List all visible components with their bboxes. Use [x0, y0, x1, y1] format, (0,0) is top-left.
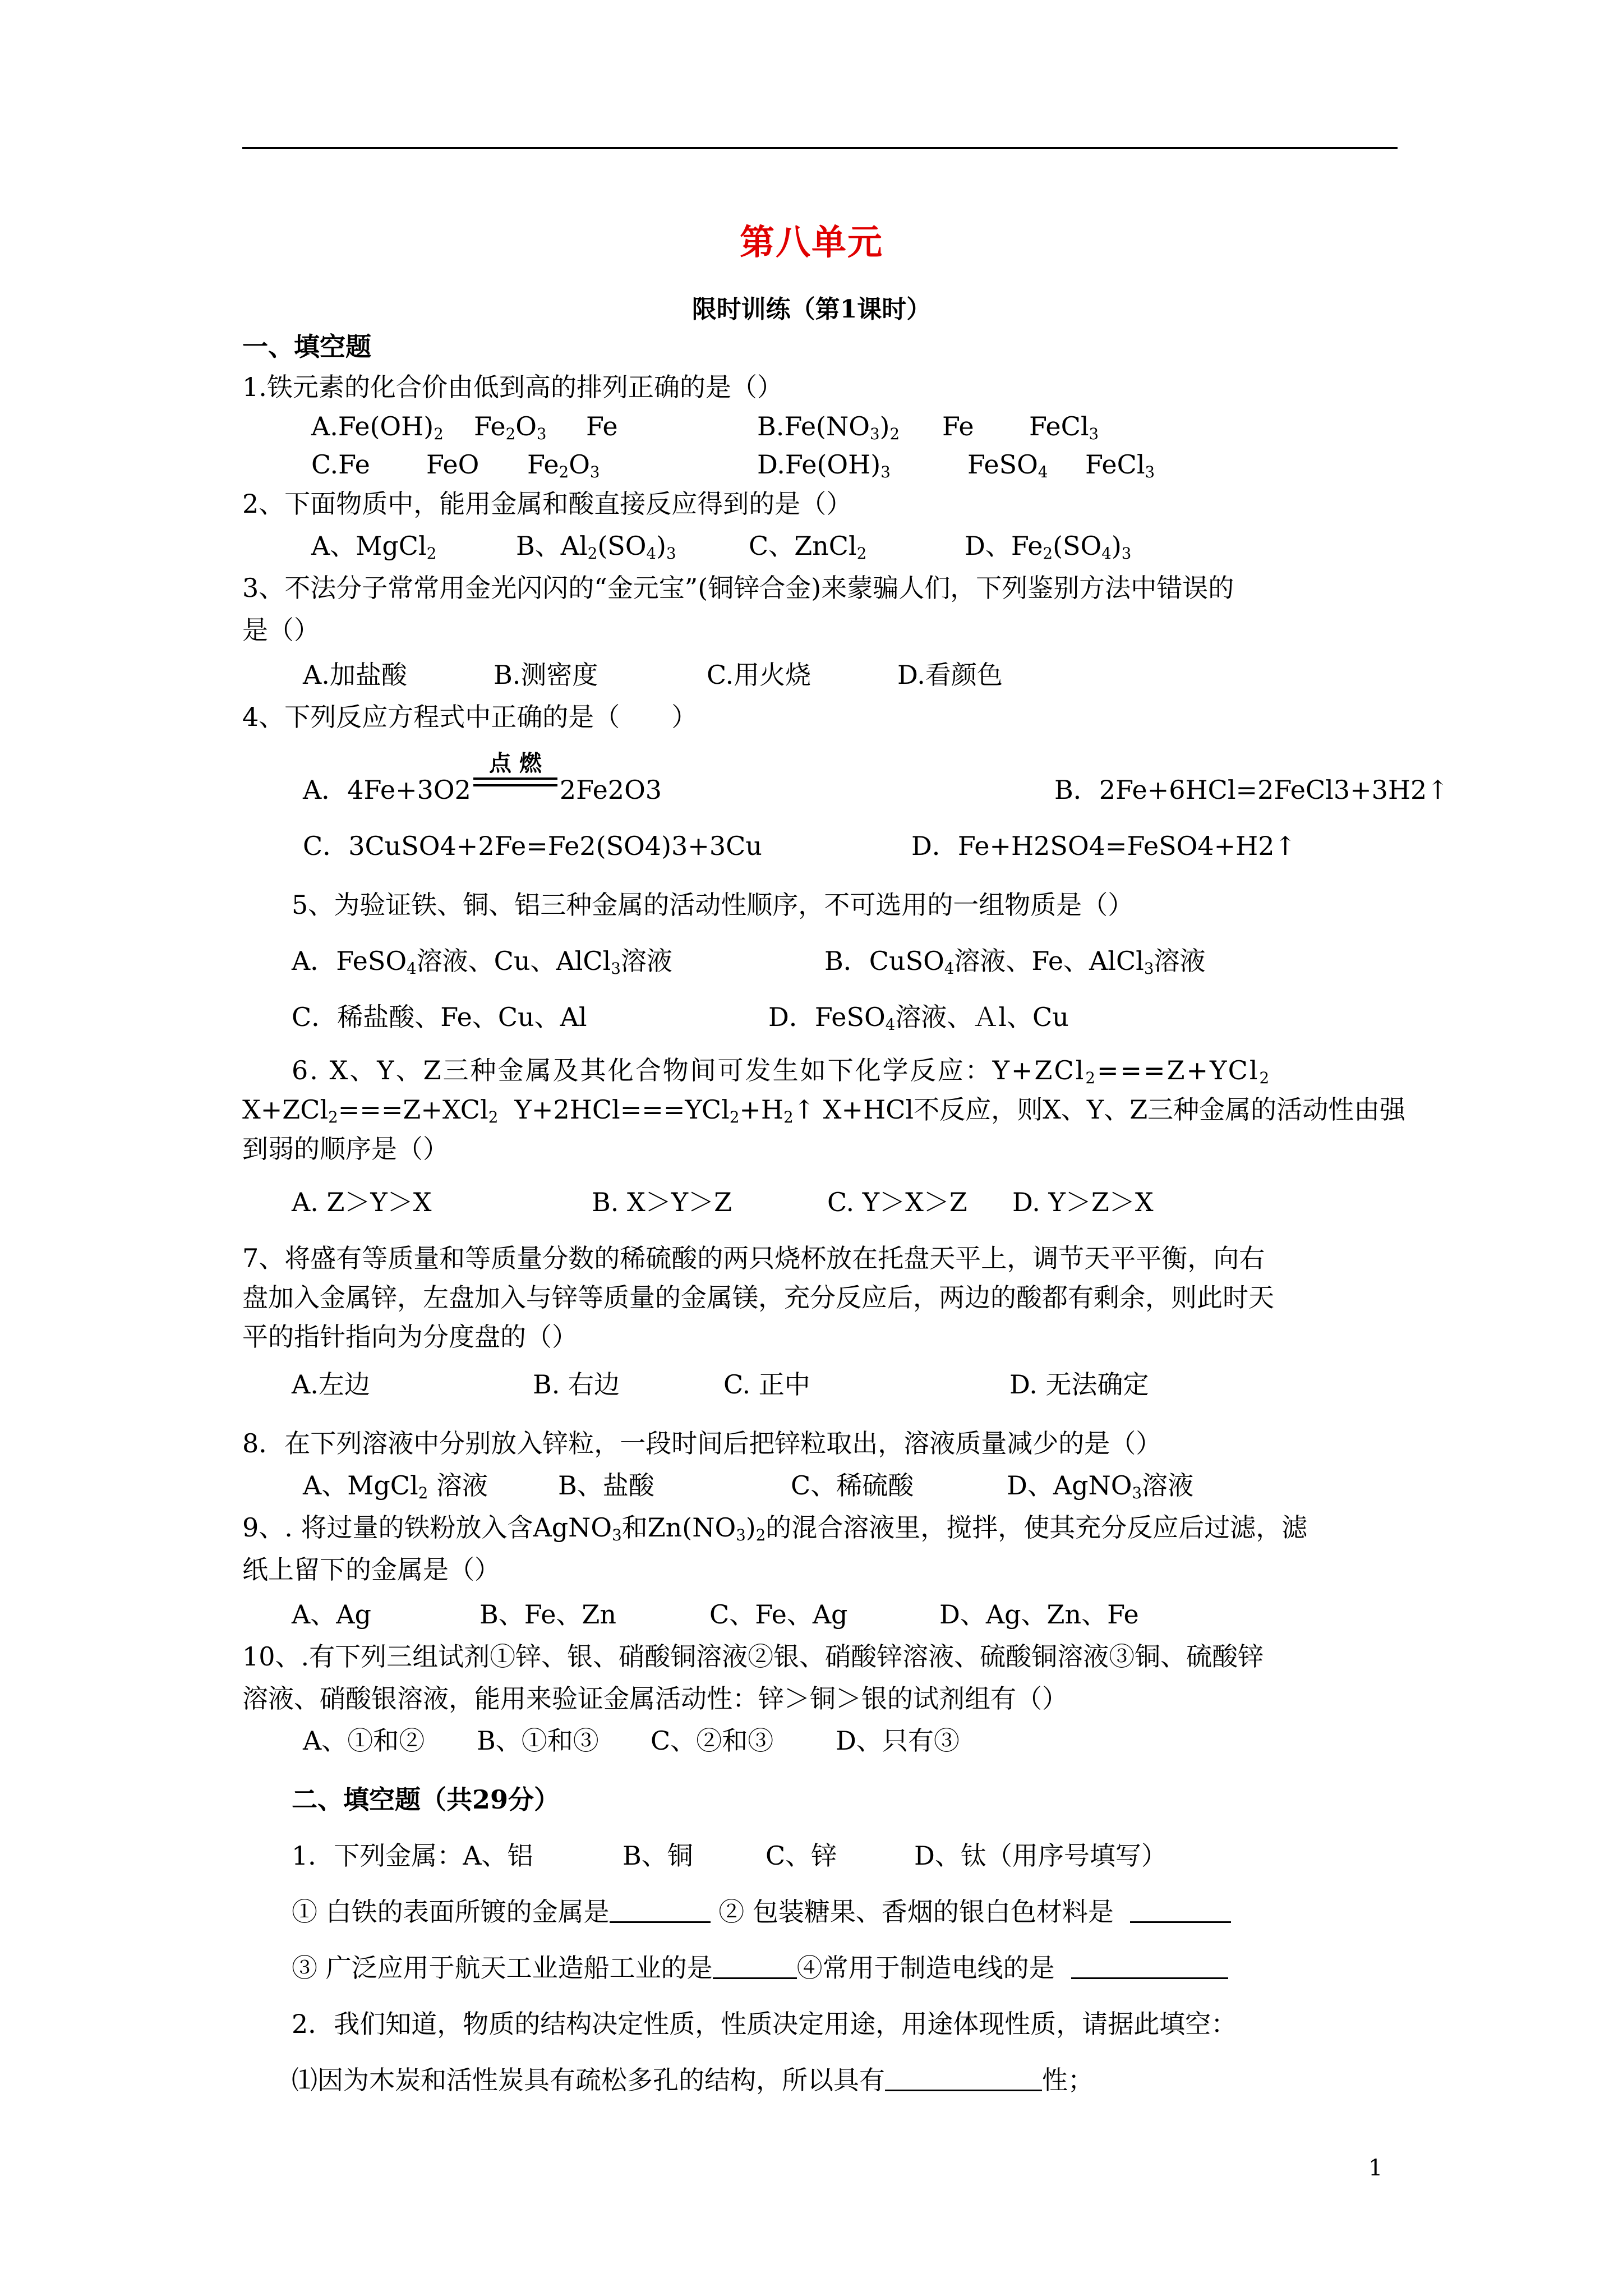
- header-rule: [242, 147, 1398, 149]
- question-8-option-a: A、MgCl$_2$ 溶液: [303, 1470, 488, 1502]
- question-8-option-b: B、盐酸: [558, 1470, 654, 1501]
- page-subtitle: 限时训练（第1课时）: [691, 295, 932, 324]
- s2-question-1-option-c: C、锌: [766, 1841, 837, 1871]
- question-3-option-d: D.看颜色: [897, 660, 1003, 690]
- section-heading-1: 一、填空题: [242, 332, 371, 362]
- question-9-option-d: D、Ag、Zn、Fe: [939, 1599, 1139, 1630]
- s2-question-2-stem: 2．我们知道，物质的结构决定性质，性质决定用途，用途体现性质，请据此填空：: [292, 2009, 1237, 2039]
- question-3-option-c: C.用火烧: [707, 660, 811, 690]
- question-1-option-a-b: $Fe_2O_3$: [474, 411, 547, 443]
- question-5-option-d: D．FeSO$_4$溶液、Ａl、Cu: [768, 1002, 1069, 1034]
- answer-blank[interactable]: [1130, 1897, 1231, 1923]
- question-2-option-a: A、MgCl$_2$: [311, 531, 437, 563]
- question-2-option-b: B、$Al_2(SO_4)_3$: [516, 531, 676, 563]
- question-7-line1: 7、将盛有等质量和等质量分数的稀硫酸的两只烧杯放在托盘天平上，调节天平平衡，向右: [242, 1243, 1265, 1273]
- question-5-option-a: A．FeSO$_4$溶液、Cu、AlCl$_3$溶液: [292, 946, 672, 978]
- question-1-option-d: $D.Fe(OH)_3$: [757, 449, 891, 481]
- question-10-option-d: D、只有③: [836, 1726, 960, 1756]
- question-2-option-d: D、$Fe_2(SO_4)_3$: [965, 531, 1132, 563]
- question-4-option-a: A．4Fe+3O2 点 燃 2Fe2O3: [303, 750, 662, 805]
- question-1-option-b-c: Fe: [942, 411, 974, 441]
- s2-question-1-option-b: B、铜: [623, 1841, 693, 1871]
- question-3-option-b: B.测密度: [494, 660, 598, 690]
- question-1-option-a: $A.Fe(OH)_2$: [311, 411, 444, 443]
- question-7-line2: 盘加入金属锌，左盘加入与锌等质量的金属镁，充分反应后，两边的酸都有剩余，则此时天: [242, 1282, 1274, 1313]
- page-number: 1: [1368, 2155, 1383, 2181]
- question-3-stem-line1: 3、不法分子常常用金光闪闪的“金元宝”(铜锌合金)来蒙骗人们，下列鉴别方法中错误的: [242, 573, 1234, 603]
- question-10-option-a: A、①和②: [303, 1726, 425, 1756]
- question-1-option-b-d: FeCl$_3$: [1029, 411, 1099, 443]
- question-4-option-d: D．Fe+H2SO4=FeSO4+H2↑: [911, 831, 1297, 861]
- question-5-option-c: C．稀盐酸、Fe、Cu、Al: [292, 1002, 587, 1032]
- question-6-option-a: A. Z＞Y＞X: [292, 1187, 432, 1217]
- question-9-line1: 9、. 将过量的铁粉放入含AgNO$_3$和$Zn(NO_3)_2$的混合溶液里，搅拌，使其充分反应后过滤，滤: [242, 1512, 1308, 1544]
- question-7-option-b: B. 右边: [533, 1369, 620, 1400]
- question-8-stem: 8．在下列溶液中分别放入锌粒，一段时间后把锌粒取出，溶液质量减少的是（）: [242, 1428, 1162, 1458]
- s2-question-1-stem: 1．下列金属：A、铝: [292, 1841, 533, 1871]
- question-3-option-a: A.加盐酸: [303, 660, 407, 690]
- question-10-line1: 10、.有下列三组试剂①锌、银、硝酸铜溶液②银、硝酸锌溶液、硫酸铜溶液③铜、硫酸锌: [242, 1641, 1264, 1672]
- question-1-option-c-c: $Fe_2O_3$: [527, 449, 600, 481]
- section-heading-2: 二、填空题（共29分）: [292, 1784, 560, 1815]
- question-1-option-b: $B.Fe(NO_3)_2$: [757, 411, 900, 443]
- question-6-line2: X+ZCl$_2$===Z+XCl$_2$ $Y+2HCl===YCl_2+H_2↑$ X+HCl不反应，则X、Y、Z三种金属的活动性由强: [242, 1094, 1406, 1126]
- question-7-option-a: A.左边: [292, 1369, 370, 1400]
- question-1-option-d-c: FeCl$_3$: [1085, 449, 1155, 481]
- question-4-stem: 4、下列反应方程式中正确的是（ ）: [242, 702, 698, 732]
- reaction-condition: 点 燃: [473, 774, 557, 800]
- question-7-line3: 平的指针指向为分度盘的（）: [242, 1322, 578, 1352]
- s2-question-1-option-d: D、钛（用序号填写）: [914, 1841, 1167, 1871]
- question-5-stem: 5、为验证铁、铜、铝三种金属的活动性顺序，不可选用的一组物质是（）: [292, 890, 1134, 920]
- answer-blank[interactable]: [885, 2065, 1042, 2091]
- question-1-option-a-c: Fe: [586, 411, 618, 441]
- s2-question-1-item-a: ① 白铁的表面所镀的金属是 ② 包装糖果、香烟的银白色材料是: [292, 1896, 1231, 1929]
- page-title: 第八单元: [739, 222, 883, 263]
- question-2-stem: 2、下面物质中，能用金属和酸直接反应得到的是（）: [242, 489, 852, 519]
- s2-question-1-item-c: ③ 广泛应用于航天工业造船工业的是 ④常用于制造电线的是: [292, 1952, 1228, 1985]
- question-8-option-c: C、稀硫酸: [791, 1470, 914, 1501]
- question-9-option-b: B、Fe、Zn: [479, 1599, 617, 1630]
- question-1-option-c-b: FeO: [426, 449, 479, 480]
- answer-blank[interactable]: [713, 1953, 797, 1979]
- question-10-option-b: B、①和③: [477, 1726, 599, 1756]
- question-10-line2: 溶液、硝酸银溶液，能用来验证金属活动性：锌＞铜＞银的试剂组有（）: [242, 1683, 1068, 1714]
- question-10-option-c: C、②和③: [651, 1726, 774, 1756]
- answer-blank[interactable]: [1071, 1953, 1228, 1979]
- question-9-option-c: C、Fe、Ag: [709, 1599, 848, 1630]
- question-5-option-b: B．CuSO$_4$溶液、Fe、AlCl$_3$溶液: [824, 946, 1206, 978]
- question-8-option-d: D、AgNO$_3$溶液: [1007, 1470, 1194, 1502]
- question-6-option-c: C. Y＞X＞Z: [827, 1187, 967, 1217]
- question-9-option-a: A、Ag: [292, 1599, 371, 1630]
- question-6-option-d: D. Y＞Z＞X: [1012, 1187, 1154, 1217]
- question-3-stem-line2: 是（）: [242, 615, 320, 645]
- question-1-option-d-b: FeSO$_4$: [967, 449, 1048, 481]
- answer-blank[interactable]: [610, 1897, 711, 1923]
- question-9-line2: 纸上留下的金属是（）: [242, 1554, 500, 1585]
- question-1-option-c: C.Fe: [311, 449, 370, 480]
- question-4-option-c: C．3CuSO4+2Fe=Fe2(SO4)3+3Cu: [303, 831, 762, 861]
- question-7-option-c: C. 正中: [723, 1369, 810, 1400]
- question-1-stem: 1.铁元素的化合价由低到高的排列正确的是（）: [242, 372, 783, 402]
- question-6-option-b: B. X＞Y＞Z: [592, 1187, 732, 1217]
- question-6-line3: 到弱的顺序是（）: [242, 1134, 449, 1164]
- question-2-option-c: C、ZnCl$_2$: [749, 531, 867, 563]
- question-7-option-d: D. 无法确定: [1009, 1369, 1149, 1400]
- question-4-option-b: B．2Fe+6HCl=2FeCl3+3H2↑: [1054, 775, 1449, 805]
- question-6-line1: 6. X、Y、Z三种金属及其化合物间可发生如下化学反应：Y+ZCl$_2$===Z+YCl$_2$: [292, 1055, 1271, 1087]
- s2-question-2-sub1: ⑴因为木炭和活性炭具有疏松多孔的结构，所以具有 性；: [292, 2065, 1094, 2095]
